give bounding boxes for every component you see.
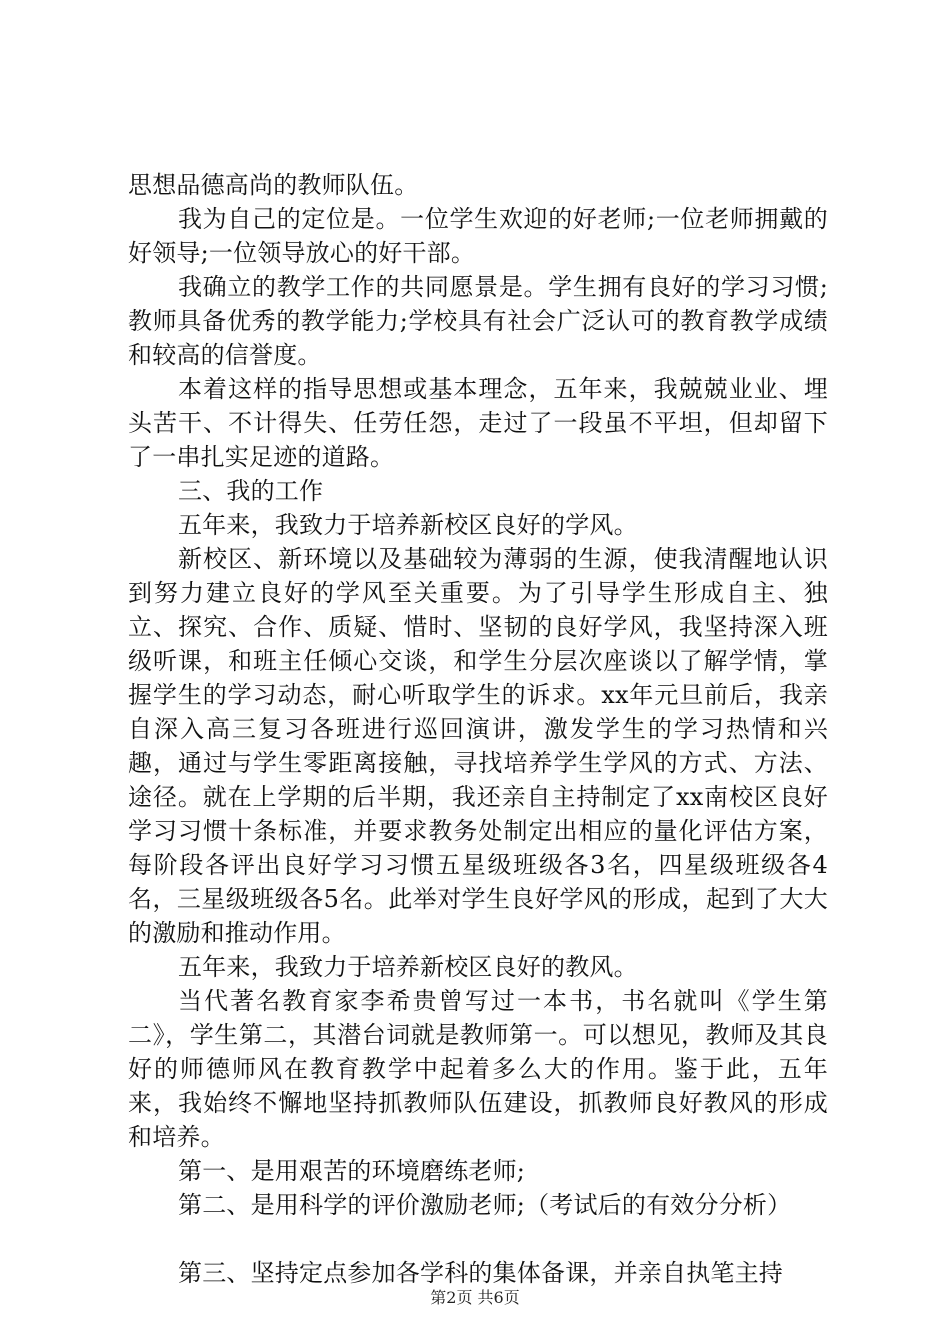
page-number-footer: 第2页 共6页 bbox=[430, 1288, 520, 1307]
list-item-second: 第二、是用科学的评价激励老师;（考试后的有效分分析） bbox=[178, 1191, 792, 1219]
section-heading-my-work: 三、我的工作 bbox=[178, 477, 324, 505]
paragraph-guiding-philosophy: 本着这样的指导思想或基本理念，五年来，我兢兢业业、埋头苦干、不计得失、任劳任怨，走过了一段虽不平坦，但却留下了一串扎实足迹的道路。 bbox=[128, 375, 828, 471]
list-item-third: 第三、坚持定点参加各学科的集体备课，并亲自执笔主持 bbox=[178, 1259, 783, 1287]
list-item-first: 第一、是用艰苦的环境磨练老师; bbox=[178, 1157, 526, 1185]
paragraph-self-positioning: 我为自己的定位是。一位学生欢迎的好老师;一位老师拥戴的好领导;一位领导放心的好干部。 bbox=[128, 205, 828, 267]
paragraph-study-style-body: 新校区、新环境以及基础较为薄弱的生源，使我清醒地认识到努力建立良好的学风至关重要。为了引导学生形成自主、独立、探究、合作、质疑、惜时、坚韧的良好学风，我坚持深入班级听课，和班主任倾心交谈，和学生分层次座谈以了解学情，掌握学生的学习动态，耐心听取学生的诉求。xx年元旦前后，我亲自深入高三复习各班进行巡回演讲，激发学生的学习热情和兴趣，通过与学生零距离接触，寻找培养学生学风的方式、方法、途径。就在上学期的后半期，我还亲自主持制定了xx南校区良好学习习惯十条标准，并要求教务处制定出相应的量化评估方案，每阶段各评出良好学习习惯五星级班级各3名，四星级班级各4名，三星级班级各5名。此举对学生良好学风的形成，起到了大大的激励和推动作用。 bbox=[128, 545, 828, 947]
document-body bbox=[128, 168, 828, 1290]
paragraph-teaching-style-body: 当代著名教育家李希贵曾写过一本书，书名就叫《学生第二》，学生第二，其潜台词就是教师第一。可以想见，教师及其良好的师德师风在教育教学中起着多么大的作用。鉴于此，五年来，我始终不懈地坚持抓教师队伍建设，抓教师良好教风的形成和培养。 bbox=[128, 987, 828, 1151]
paragraph-study-style-heading: 五年来，我致力于培养新校区良好的学风。 bbox=[178, 511, 638, 539]
paragraph-teaching-style-heading: 五年来，我致力于培养新校区良好的教风。 bbox=[178, 953, 638, 981]
paragraph-shared-vision: 我确立的教学工作的共同愿景是。学生拥有良好的学习习惯;教师具备优秀的教学能力;学校具有社会广泛认可的教育教学成绩和较高的信誉度。 bbox=[128, 273, 828, 369]
paragraph-continuation: 思想品德高尚的教师队伍。 bbox=[128, 171, 419, 199]
